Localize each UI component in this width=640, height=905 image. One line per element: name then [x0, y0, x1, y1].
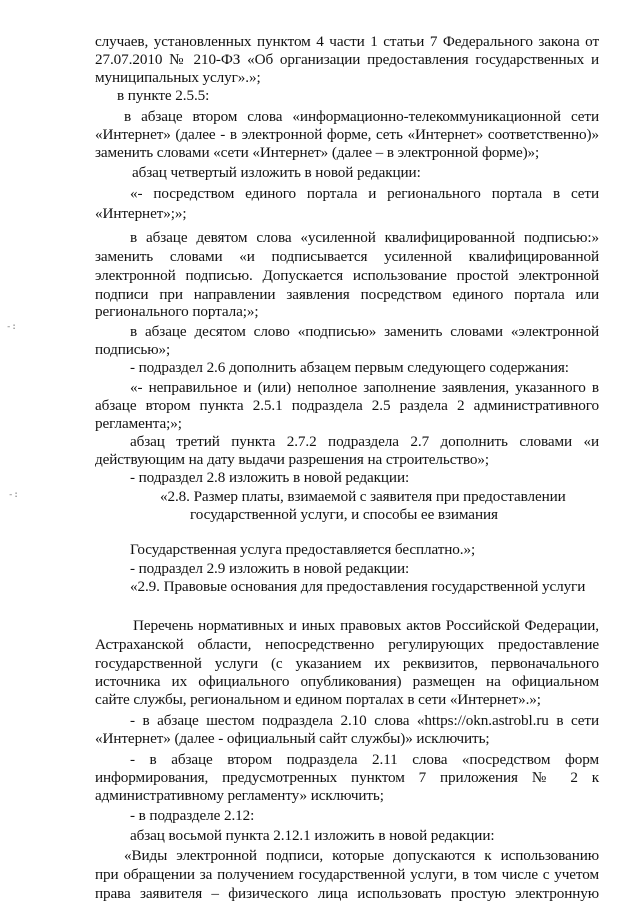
- text-line-17: подписью»;: [95, 341, 171, 358]
- text-line-29: «2.9. Правовые основания для предоставления государственной услуги: [130, 578, 586, 595]
- text-line-19: «- неправильное и (или) неполное заполнение заявления, указанного в: [130, 379, 599, 396]
- text-line-12: заменить словами «и подписывается усиленной квалифицированной: [95, 248, 599, 265]
- text-line-41: абзац восьмой пункта 2.12.1 изложить в новой редакции:: [130, 827, 495, 844]
- text-line-09: «- посредством единого портала и регионального портала в сети: [130, 185, 599, 202]
- text-line-40: - в подразделе 2.12:: [130, 807, 255, 824]
- text-line-02: 27.07.2010 № 210-ФЗ «Об организации предоставления государственных и: [95, 51, 599, 68]
- text-line-44: права заявителя – физического лица использовать простую электронную: [95, 885, 599, 902]
- text-line-30: Перечень нормативных и иных правовых актов Российской Федерации,: [133, 617, 599, 634]
- text-line-05: в абзаце втором слова «информационно-телекоммуникационной сети: [124, 108, 599, 125]
- text-line-11: в абзаце девятом слова «усиленной квалифицированной подписью:»: [130, 229, 599, 246]
- scan-speck-mark: -:: [8, 490, 19, 500]
- text-line-35: - в абзаце шестом подраздела 2.10 слова «https://okn.astrobl.ru в сети: [130, 712, 599, 729]
- text-line-36: «Интернет» (далее - официальный сайт службы)» исключить;: [95, 730, 490, 747]
- text-line-37: - в абзаце втором подраздела 2.11 слова «посредством форм: [130, 751, 599, 768]
- text-line-18: - подраздел 2.6 дополнить абзацем первым следующего содержания:: [130, 359, 569, 376]
- text-line-08: абзац четвертый изложить в новой редакции:: [132, 164, 421, 181]
- text-line-32: государственной услуги (с указанием их реквизитов, первоначального: [95, 655, 599, 672]
- text-line-14: подписи при направлении заявления посредством единого портала или: [95, 286, 599, 303]
- text-line-21: регламента;»;: [95, 415, 182, 432]
- text-line-06: «Интернет» (далее - в электронной форме, сеть «Интернет» соответственно)»: [95, 126, 599, 143]
- text-line-13: электронной подписью. Допускается использование простой электронной: [95, 267, 599, 284]
- text-line-15: регионального портала;»;: [95, 303, 259, 320]
- text-line-23: действующим на дату выдачи разрешения на строительство»;: [95, 451, 489, 468]
- text-line-10: «Интернет»;»;: [95, 205, 187, 222]
- text-line-24: - подраздел 2.8 изложить в новой редакции:: [130, 469, 410, 486]
- text-line-39: административному регламенту» исключить;: [95, 787, 384, 804]
- text-line-28: - подраздел 2.9 изложить в новой редакции:: [130, 560, 410, 577]
- text-line-04: в пункте 2.5.5:: [117, 87, 210, 104]
- text-line-22: абзац третий пункта 2.7.2 подраздела 2.7 дополнить словами «и: [130, 433, 599, 450]
- text-line-20: абзаце втором пункта 2.5.1 подраздела 2.5 раздела 2 административного: [95, 397, 599, 414]
- text-line-38: информирования, предусмотренных пунктом 7 приложения № 2 к: [95, 769, 599, 786]
- text-line-01: случаев, установленных пунктом 4 части 1 статьи 7 Федерального закона от: [95, 33, 599, 50]
- text-line-27: Государственная услуга предоставляется бесплатно.»;: [130, 541, 476, 558]
- text-line-16: в абзаце десятом слово «подписью» заменить словами «электронной: [130, 323, 599, 340]
- text-line-33: источника их официального опубликования) размещен на официальном: [95, 673, 599, 690]
- text-line-34: сайте службы, региональном и едином порталах в сети «Интернет».»;: [95, 691, 541, 708]
- text-line-31: Астраханской области, непосредственно регулирующих предоставление: [95, 636, 599, 653]
- text-line-07: заменить словами «сети «Интернет» (далее – в электронной форме)»;: [95, 144, 540, 161]
- text-line-26: государственной услуги, и способы ее взимания: [190, 506, 498, 523]
- text-line-43: при обращении за получением государственной услуги, в том числе с учетом: [95, 866, 599, 883]
- text-line-03: муниципальных услуг».»;: [95, 69, 261, 86]
- text-line-25: «2.8. Размер платы, взимаемой с заявителя при предоставлении: [160, 488, 566, 505]
- scan-speck-mark: -:: [6, 322, 17, 332]
- text-line-42: «Виды электронной подписи, которые допускаются к использованию: [124, 847, 599, 864]
